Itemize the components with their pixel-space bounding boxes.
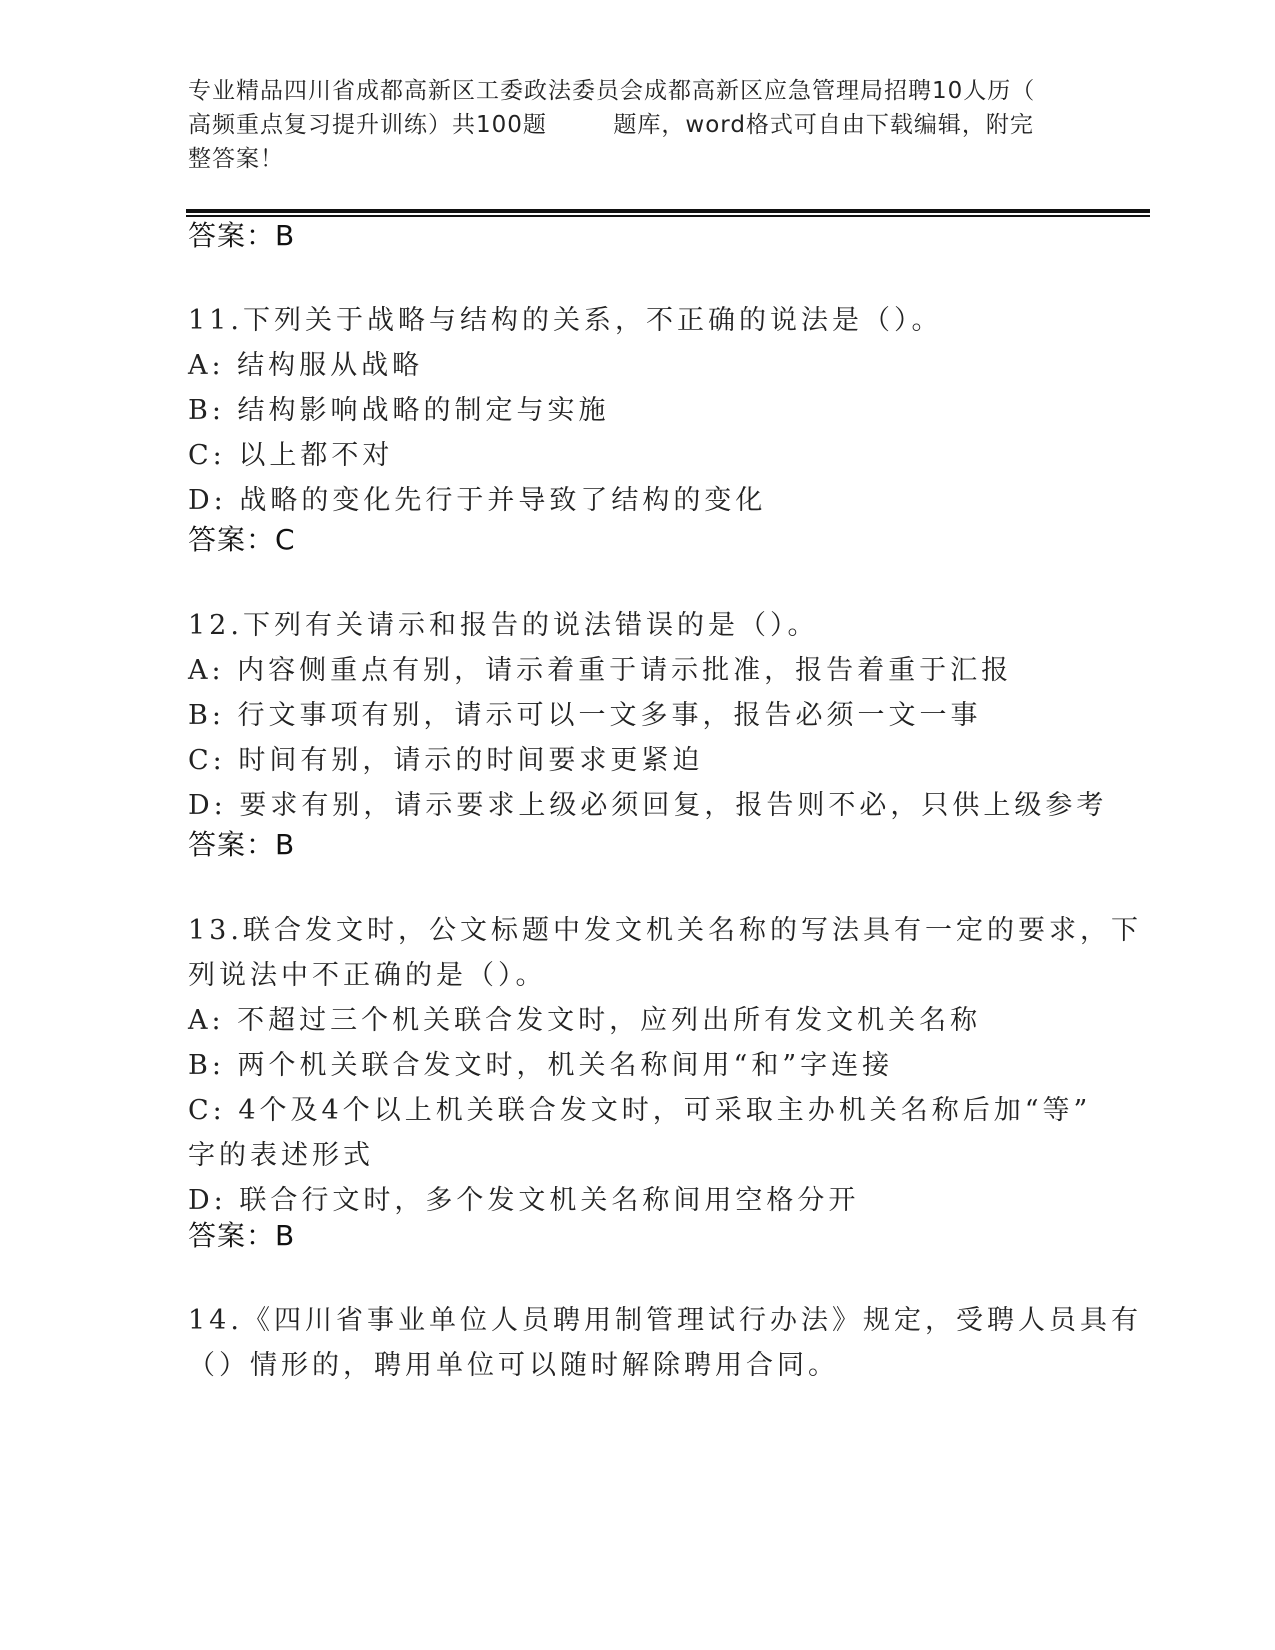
- option-c-continued: 字的表述形式: [188, 1140, 374, 1171]
- option-c: C: 4个及4个以上机关联合发文时，可采取主办机关名称后加“等”: [188, 1095, 1092, 1126]
- option-c: C: 时间有别，请示的时间要求更紧迫: [188, 745, 704, 776]
- option-a: A: 结构服从战略: [188, 350, 424, 381]
- question-stem-line-2: （）情形的，聘用单位可以随时解除聘用合同。: [188, 1350, 839, 1381]
- option-d: D: 要求有别，请示要求上级必须回复，报告则不必，只供上级参考: [188, 790, 1108, 821]
- header-line-1: 专业精品四川省成都高新区工委政法委员会成都高新区应急管理局招聘10人历（: [188, 78, 1036, 104]
- answer-13: 答案：B: [188, 1219, 296, 1252]
- header-line-2: 高频重点复习提升训练）共100题 题库，word格式可自由下载编辑，附完: [188, 112, 1034, 138]
- option-a: A: 不超过三个机关联合发文时，应列出所有发文机关名称: [188, 1005, 982, 1036]
- option-b: B: 两个机关联合发文时，机关名称间用“和”字连接: [188, 1050, 894, 1081]
- document-header: [188, 74, 1068, 176]
- option-a: A: 内容侧重点有别，请示着重于请示批准，报告着重于汇报: [188, 655, 1013, 686]
- header-divider-thin: [186, 215, 1150, 217]
- option-c: C: 以上都不对: [188, 440, 394, 471]
- answer-12: 答案：B: [188, 828, 296, 861]
- question-stem-line-1: 13.联合发文时，公文标题中发文机关名称的写法具有一定的要求，下: [188, 915, 1142, 946]
- question-12: [188, 603, 1108, 828]
- option-b: B: 行文事项有别，请示可以一文多事，报告必须一文一事: [188, 700, 982, 731]
- question-13: [188, 908, 1142, 1223]
- question-stem: 11.下列关于战略与结构的关系，不正确的说法是（）。: [188, 305, 943, 336]
- header-line-3: 整答案！: [188, 146, 284, 172]
- question-14: [188, 1298, 1142, 1388]
- answer-prev: 答案：B: [188, 219, 296, 252]
- option-d: D: 联合行文时，多个发文机关名称间用空格分开: [188, 1185, 860, 1216]
- question-stem-line-1: 14.《四川省事业单位人员聘用制管理试行办法》规定，受聘人员具有: [188, 1305, 1142, 1336]
- option-d: D: 战略的变化先行于并导致了结构的变化: [188, 485, 767, 516]
- question-stem-line-2: 列说法中不正确的是（）。: [188, 960, 547, 991]
- question-stem: 12.下列有关请示和报告的说法错误的是（）。: [188, 610, 819, 641]
- option-b: B: 结构影响战略的制定与实施: [188, 395, 610, 426]
- header-divider-thick: [186, 209, 1150, 213]
- question-11: [188, 298, 1088, 523]
- answer-11: 答案：C: [188, 523, 296, 556]
